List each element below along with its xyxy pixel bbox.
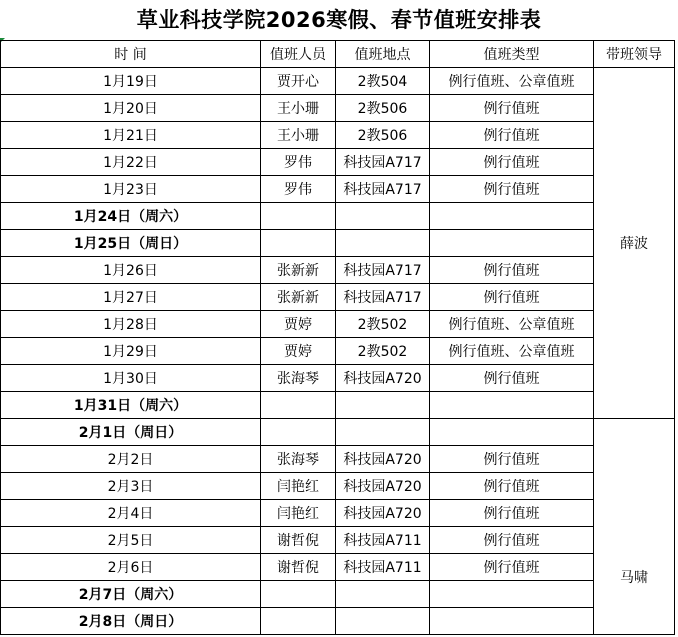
place-cell[interactable]: 科技园A717 [336,284,430,311]
person-cell[interactable]: 贾婷 [261,338,336,365]
type-cell[interactable]: 例行值班 [430,284,594,311]
type-cell[interactable]: 例行值班 [430,176,594,203]
page-title: 草业科技学院2026寒假、春节值班安排表 [136,8,542,32]
table-row [1,95,675,122]
type-cell[interactable]: 例行值班、公章值班 [430,68,594,95]
date-cell[interactable]: 2月5日 [1,527,261,554]
header-type[interactable]: 值班类型 [430,41,594,68]
table-row [1,68,675,95]
table-row [1,311,675,338]
table-row [1,122,675,149]
place-cell[interactable]: 科技园A717 [336,176,430,203]
type-cell[interactable]: 例行值班 [430,527,594,554]
table-row [1,230,675,257]
place-cell[interactable]: 科技园A717 [336,149,430,176]
place-cell[interactable] [336,419,430,446]
table-row [1,500,675,527]
type-cell[interactable] [430,203,594,230]
date-cell[interactable]: 1月24日（周六） [1,203,261,230]
date-cell[interactable]: 2月4日 [1,500,261,527]
person-cell[interactable]: 罗伟 [261,149,336,176]
date-cell[interactable]: 1月19日 [1,68,261,95]
place-cell[interactable]: 2教502 [336,311,430,338]
place-cell[interactable]: 科技园A720 [336,473,430,500]
person-cell[interactable]: 张新新 [261,284,336,311]
type-cell[interactable] [430,419,594,446]
date-cell[interactable]: 1月27日 [1,284,261,311]
duty-table [0,40,675,635]
date-cell[interactable]: 1月21日 [1,122,261,149]
table-row [1,365,675,392]
date-cell[interactable]: 2月1日（周日） [1,419,261,446]
place-cell[interactable]: 科技园A720 [336,446,430,473]
header-leader[interactable]: 带班领导 [594,41,675,68]
person-cell[interactable]: 谢哲倪 [261,527,336,554]
type-cell[interactable]: 例行值班 [430,95,594,122]
table-row [1,392,675,419]
table-row [1,527,675,554]
person-cell[interactable]: 闫艳红 [261,500,336,527]
header-row [1,41,675,68]
type-cell[interactable]: 例行值班 [430,500,594,527]
place-cell[interactable] [336,608,430,635]
place-cell[interactable]: 2教504 [336,68,430,95]
leader-cell[interactable]: 薛波 [594,68,675,419]
leader-cell[interactable]: 马啸 [594,419,675,635]
person-cell[interactable]: 王小珊 [261,95,336,122]
date-cell[interactable]: 1月25日（周日） [1,230,261,257]
type-cell[interactable] [430,581,594,608]
date-cell[interactable]: 2月6日 [1,554,261,581]
person-cell[interactable]: 张海琴 [261,446,336,473]
type-cell[interactable]: 例行值班、公章值班 [430,338,594,365]
place-cell[interactable]: 2教506 [336,95,430,122]
place-cell[interactable]: 科技园A711 [336,554,430,581]
table-row [1,473,675,500]
person-cell[interactable]: 王小珊 [261,122,336,149]
person-cell[interactable]: 张海琴 [261,365,336,392]
place-cell[interactable] [336,203,430,230]
type-cell[interactable] [430,608,594,635]
date-cell[interactable]: 2月2日 [1,446,261,473]
table-row [1,176,675,203]
person-cell[interactable]: 罗伟 [261,176,336,203]
date-cell[interactable]: 1月29日 [1,338,261,365]
table-row [1,581,675,608]
date-cell[interactable]: 1月30日 [1,365,261,392]
table-row [1,608,675,635]
table-row [1,338,675,365]
place-cell[interactable]: 科技园A717 [336,257,430,284]
date-cell[interactable]: 2月3日 [1,473,261,500]
person-cell[interactable]: 贾婷 [261,311,336,338]
place-cell[interactable]: 2教506 [336,122,430,149]
type-cell[interactable]: 例行值班 [430,122,594,149]
type-cell[interactable]: 例行值班、公章值班 [430,311,594,338]
place-cell[interactable]: 科技园A711 [336,527,430,554]
date-cell[interactable]: 1月23日 [1,176,261,203]
header-person[interactable]: 值班人员 [261,41,336,68]
person-cell[interactable] [261,230,336,257]
header-place[interactable]: 值班地点 [336,41,430,68]
table-row [1,284,675,311]
type-cell[interactable] [430,230,594,257]
place-cell[interactable]: 2教502 [336,338,430,365]
table-row [1,257,675,284]
place-cell[interactable] [336,392,430,419]
person-cell[interactable]: 闫艳红 [261,473,336,500]
place-cell[interactable] [336,230,430,257]
date-cell[interactable]: 1月26日 [1,257,261,284]
type-cell[interactable] [430,392,594,419]
person-cell[interactable]: 谢哲倪 [261,554,336,581]
person-cell[interactable]: 张新新 [261,257,336,284]
date-cell[interactable]: 2月8日（周日） [1,608,261,635]
person-cell[interactable] [261,608,336,635]
place-cell[interactable] [336,581,430,608]
place-cell[interactable]: 科技园A720 [336,365,430,392]
table-row [1,419,675,446]
person-cell[interactable] [261,203,336,230]
table-body [1,68,675,635]
person-cell[interactable] [261,581,336,608]
date-cell[interactable]: 1月22日 [1,149,261,176]
table-row [1,446,675,473]
table-row [1,554,675,581]
table-row [1,149,675,176]
person-cell[interactable] [261,392,336,419]
person-cell[interactable] [261,419,336,446]
type-cell[interactable]: 例行值班 [430,473,594,500]
type-cell[interactable]: 例行值班 [430,446,594,473]
type-cell[interactable]: 例行值班 [430,149,594,176]
date-cell[interactable]: 1月31日（周六） [1,392,261,419]
type-cell[interactable]: 例行值班 [430,365,594,392]
type-cell[interactable]: 例行值班 [430,257,594,284]
date-cell[interactable]: 1月20日 [1,95,261,122]
date-cell[interactable]: 2月7日（周六） [1,581,261,608]
place-cell[interactable]: 科技园A720 [336,500,430,527]
person-cell[interactable]: 贾开心 [261,68,336,95]
header-date[interactable]: 时 间 [1,41,261,68]
date-cell[interactable]: 1月28日 [1,311,261,338]
type-cell[interactable]: 例行值班 [430,554,594,581]
table-row [1,203,675,230]
